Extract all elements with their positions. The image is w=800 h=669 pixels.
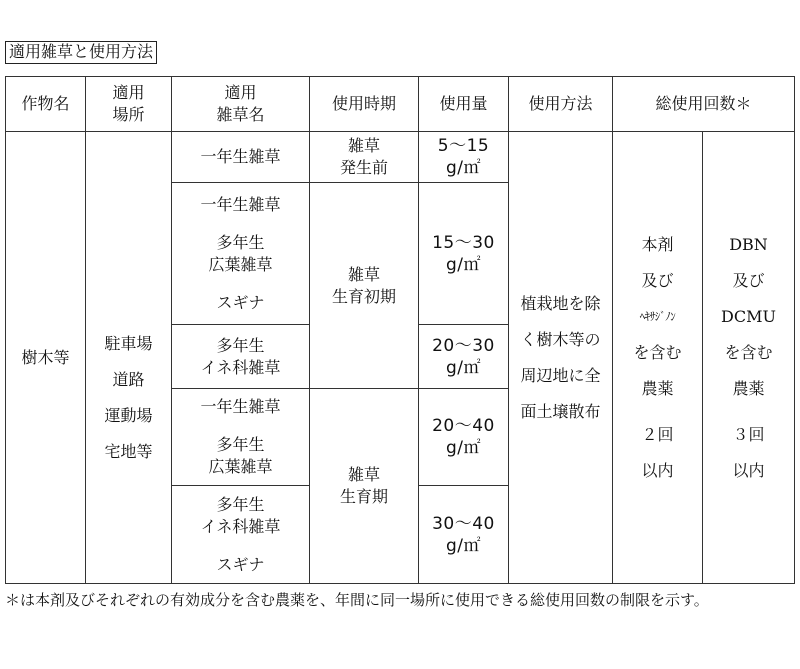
timing-line: 雑草 [347, 136, 380, 155]
total-line: ３回 [732, 425, 765, 444]
total-line: 農薬 [641, 379, 674, 398]
total-line: 本剤 [641, 235, 674, 254]
amount-value: 20～30 [432, 335, 495, 356]
weed-line: 広葉雑草 [208, 254, 273, 274]
method-line: 周辺地に全 [520, 365, 601, 385]
header-crop: 作物名 [6, 77, 86, 132]
weed-cell [172, 325, 310, 389]
amount-cell [419, 132, 509, 183]
header-total: 総使用回数＊ [613, 77, 795, 132]
table-title: 適用雑草と使用方法 [5, 41, 157, 64]
amount-value: 20～40 [432, 416, 495, 436]
header-amount: 使用量 [419, 77, 509, 132]
timing-cell [310, 389, 419, 584]
amount-cell [419, 183, 509, 325]
weed-line: 広葉雑草 [208, 457, 273, 476]
weed-cell [172, 389, 310, 486]
timing-line: 生育初期 [331, 286, 396, 306]
timing-line: 雑草 [347, 264, 380, 284]
place-cell [86, 132, 172, 584]
total-line: を含む [633, 343, 682, 362]
total-line: 及び [732, 271, 765, 290]
header-place-line: 適用 [112, 83, 145, 102]
total-line: ﾍｷｻｼﾞﾉﾝ [639, 310, 676, 323]
timing-cell [310, 183, 419, 389]
weed-line: 一年生雑草 [200, 397, 281, 416]
total-line: ２回 [641, 425, 674, 444]
amount-cell [419, 486, 509, 584]
header-weed-line: 雑草名 [216, 105, 265, 124]
weed-line: 多年生 [216, 494, 265, 514]
place-item: 運動場 [104, 405, 153, 425]
method-line: 植栽地を除 [520, 293, 601, 313]
table-row [6, 132, 795, 183]
weed-line: イネ科雑草 [200, 516, 281, 536]
amount-unit: g/㎡ [445, 254, 482, 275]
herbicide-usage-table [5, 76, 795, 584]
weed-cell: 一年生雑草 [172, 132, 310, 183]
weed-line: 多年生 [216, 435, 265, 454]
place-item: 駐車場 [104, 333, 153, 353]
amount-value: 15～30 [432, 232, 495, 253]
total-count-cell-1 [613, 132, 703, 584]
total-line: DCMU [721, 307, 776, 326]
total-line: 農薬 [732, 379, 765, 398]
header-weed-line: 適用 [224, 83, 257, 102]
header-place-line: 場所 [112, 105, 145, 124]
timing-line: 雑草 [347, 465, 380, 484]
amount-unit: g/㎡ [445, 357, 482, 378]
total-line: 以内 [732, 461, 765, 480]
total-line: 及び [641, 271, 674, 290]
amount-cell [419, 325, 509, 389]
header-weed [172, 77, 310, 132]
weed-line: 多年生 [216, 232, 265, 252]
weed-cell [172, 183, 310, 325]
amount-value: 30～40 [432, 513, 495, 534]
weed-line: 多年生 [216, 335, 265, 355]
header-place [86, 77, 172, 132]
header-method: 使用方法 [509, 77, 613, 132]
total-count-cell-2 [703, 132, 795, 584]
total-line: 以内 [641, 461, 674, 480]
amount-value: 5～15 [437, 136, 490, 156]
timing-line: 生育期 [339, 487, 388, 506]
crop-cell: 樹木等 [6, 132, 86, 584]
weed-line: スギナ [216, 292, 265, 312]
amount-cell [419, 389, 509, 486]
amount-unit: g/㎡ [445, 438, 482, 458]
total-line: DBN [729, 235, 768, 254]
place-item: 道路 [112, 369, 145, 389]
amount-unit: g/㎡ [445, 535, 482, 556]
place-item: 宅地等 [104, 441, 153, 461]
amount-unit: g/㎡ [445, 158, 482, 178]
timing-cell [310, 132, 419, 183]
method-line: 面土壌散布 [520, 401, 601, 421]
weed-line: スギナ [216, 554, 265, 574]
header-timing: 使用時期 [310, 77, 419, 132]
weed-line: 一年生雑草 [200, 194, 281, 214]
method-line: く樹木等の [520, 329, 601, 349]
footnote: ＊は本剤及びそれぞれの有効成分を含む農薬を、年間に同一場所に使用できる総使用回数の制限を示す。 [5, 591, 709, 609]
weed-line: イネ科雑草 [200, 357, 281, 377]
method-cell [509, 132, 613, 584]
timing-line: 発生前 [339, 158, 388, 177]
header-row [6, 77, 795, 132]
total-line: を含む [724, 343, 773, 362]
weed-cell [172, 486, 310, 584]
